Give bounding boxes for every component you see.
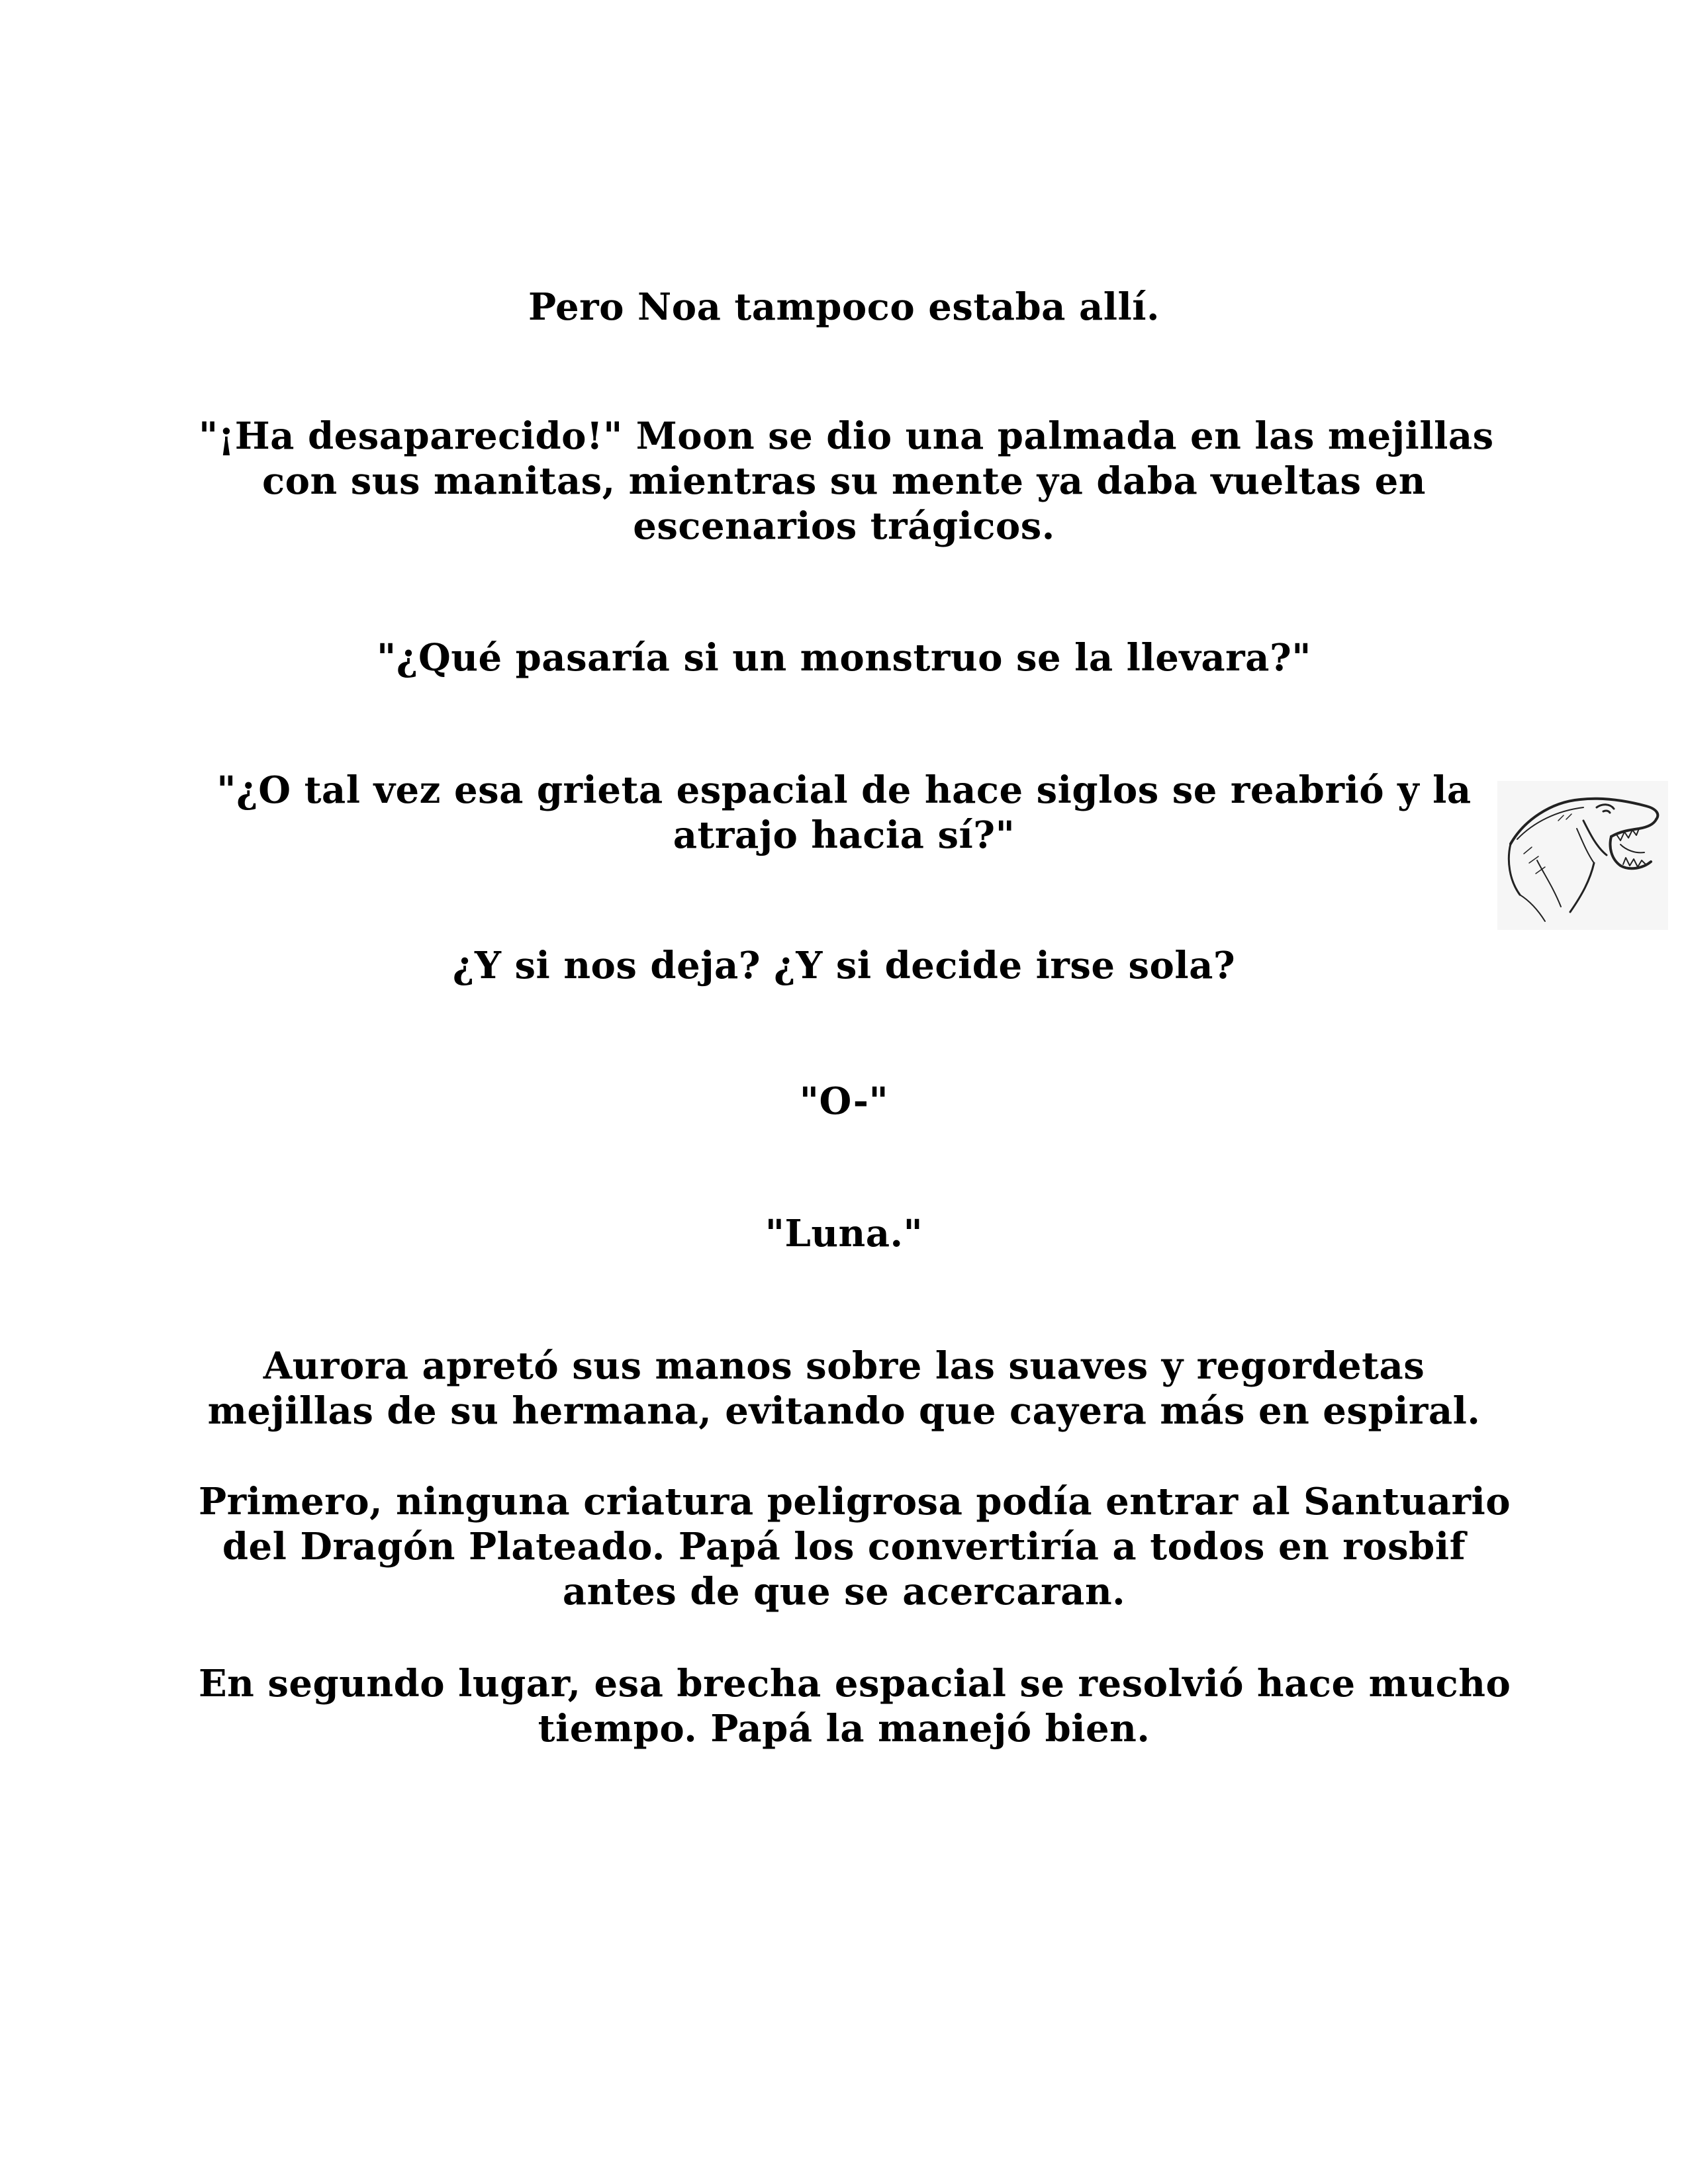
text-line: escenarios trágicos. xyxy=(633,504,1055,548)
paragraph-9 xyxy=(199,1479,1511,1614)
dinosaur-sketch-icon xyxy=(1497,781,1668,930)
text-line: "O-" xyxy=(799,1079,889,1123)
paragraph-3 xyxy=(199,635,1489,680)
paragraph-5 xyxy=(199,943,1489,988)
text-line: tiempo. Papá la manejó bien. xyxy=(538,1707,1150,1751)
text-line: atrajo hacia sí?" xyxy=(673,813,1015,857)
text-line: "¿O tal vez esa grieta espacial de hace siglos se reabrió y la xyxy=(216,768,1472,812)
text-line: Pero Noa tampoco estaba allí. xyxy=(528,285,1160,329)
paragraph-4 xyxy=(199,768,1489,858)
text-line: "¿Qué pasaría si un monstruo se la llevara?" xyxy=(377,636,1311,680)
paragraph-1 xyxy=(199,285,1489,330)
paragraph-2 xyxy=(199,414,1494,549)
text-line: antes de que se acercaran. xyxy=(562,1570,1126,1614)
text-line: con sus manitas, mientras su mente ya daba vueltas en xyxy=(262,459,1426,503)
text-line: del Dragón Plateado. Papá los convertiría a todos en rosbif xyxy=(222,1525,1466,1569)
paragraph-10 xyxy=(199,1661,1511,1751)
text-line: ¿Y si nos deja? ¿Y si decide irse sola? xyxy=(452,944,1236,987)
text-line: "Luna." xyxy=(765,1212,923,1255)
paragraph-7 xyxy=(199,1211,1489,1256)
text-line: En segundo lugar, esa brecha espacial se resolvió hace mucho xyxy=(199,1662,1511,1706)
text-line: Aurora apretó sus manos sobre las suaves y regordetas xyxy=(263,1344,1425,1388)
text-line: mejillas de su hermana, evitando que cayera más en espiral. xyxy=(207,1389,1481,1433)
paragraph-8 xyxy=(199,1343,1489,1433)
paragraph-6 xyxy=(199,1079,1489,1124)
text-line: "¡Ha desaparecido!" Moon se dio una palmada en las mejillas xyxy=(199,414,1494,458)
text-line: Primero, ninguna criatura peligrosa podía entrar al Santuario xyxy=(199,1480,1511,1524)
